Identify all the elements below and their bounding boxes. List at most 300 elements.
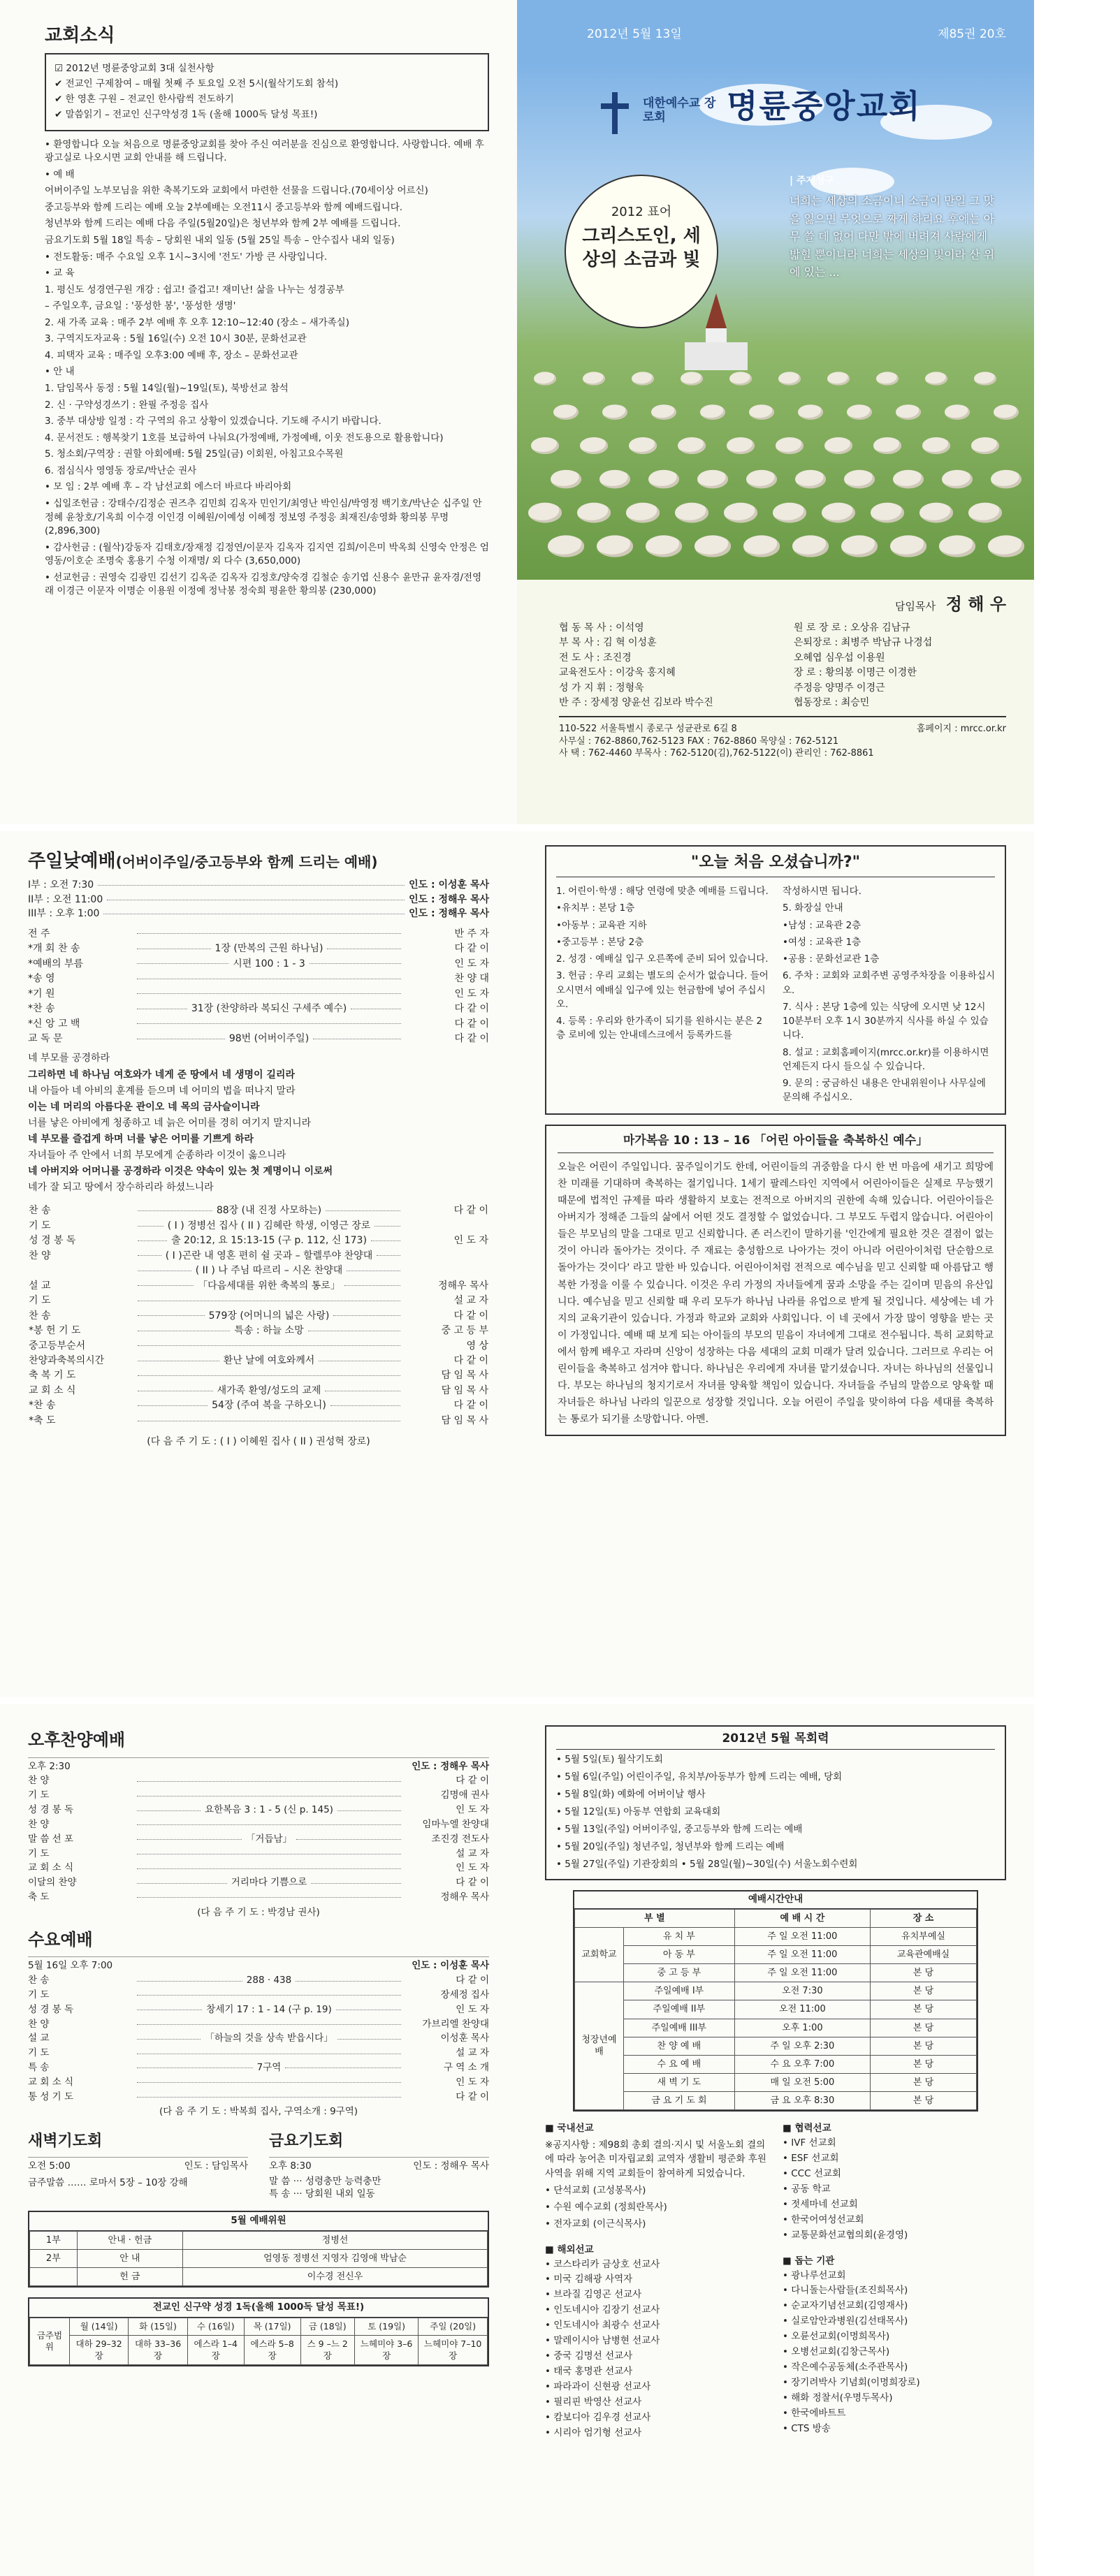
- times-row: [575, 1982, 977, 2000]
- motto-year: 2012 표어: [611, 205, 672, 219]
- practice-item: ✔ 한 영혼 구원 – 전교인 한사람씩 전도하기: [54, 93, 234, 105]
- reading-line: 네 부모를 즐겁게 하며 너를 낳은 어미를 기쁘게 하라: [28, 1133, 254, 1145]
- wed-time: 5월 16일 오후 7:00: [28, 1960, 113, 1972]
- news-item: • 모 임 : 2부 예배 후 – 각 남선교회 에스더 바르다 바리아회: [45, 481, 292, 493]
- mission-org-item: • 오병선교회(김창근목사): [783, 2346, 890, 2358]
- reading-side: 금주범위: [30, 2318, 70, 2365]
- leader-dots: [137, 2097, 401, 2098]
- leader-dots: [137, 963, 228, 964]
- order-item: 이달의 찬양: [28, 1877, 77, 1889]
- times-group: 청장년예배: [575, 1982, 624, 2110]
- wed-title: 수요예배: [28, 1929, 93, 1949]
- order-person: 다 같 이: [456, 2091, 489, 2102]
- order-row: [28, 928, 489, 940]
- sheep-icon: [919, 503, 953, 523]
- times-row: [575, 2074, 977, 2092]
- news-item: 4. 피택자 교육 : 매주일 오후3:00 예배 후, 장소 – 문화선교관: [45, 349, 298, 361]
- afternoon-order: [28, 1775, 489, 1903]
- order-row: [29, 1384, 488, 1397]
- mission-org-item: • 한국에바트트: [783, 2407, 846, 2419]
- leader-dots: [310, 963, 401, 964]
- sheep-icon: [792, 535, 829, 557]
- news-item: 3. 중부 대상방 일정 : 각 구역의 유고 상황이 있겠습니다. 기도해 주시기 바랍니다.: [45, 416, 381, 427]
- order-item: 찬 송: [29, 1205, 51, 1217]
- reading-day: 금 (18일): [300, 2318, 354, 2336]
- news-title: 교회소식: [45, 25, 115, 46]
- pastor-label: 담임목사: [894, 600, 936, 613]
- news-item: • 예 배: [45, 168, 75, 180]
- order-item: 말 씀 선 포: [28, 1833, 74, 1845]
- order-person: 정해우 목사: [437, 1280, 489, 1291]
- news-item: 2. 신 · 구약성경쓰기 : 완필 주정응 집사: [45, 399, 209, 411]
- reading-day: 화 (15일): [129, 2318, 187, 2336]
- leader-dots: [138, 1405, 208, 1406]
- news-item: • 전도활동: 매주 수요일 오후 1시~3시에 '전도' 가방 큰 사랑입니다.: [45, 251, 328, 263]
- leader-dots: [137, 1839, 242, 1840]
- times-header-cell: 장 소: [871, 1909, 977, 1927]
- reading-ranges-row: [30, 2336, 488, 2365]
- news-item: 중고등부와 함께 드리는 예배 오늘 2부예배는 오전11시 중고등부와 함께 예배드립니다.: [45, 201, 403, 213]
- mission-coop-item: • 공동 학교: [783, 2183, 831, 2195]
- times-cell: 오후 1:00: [734, 2019, 870, 2037]
- order-person: 다 같 이: [454, 1018, 489, 1030]
- mission-home-item: • 단석교회 (고성봉목사): [545, 2184, 646, 2196]
- staff-row: [559, 682, 1006, 694]
- order-row: [29, 1310, 488, 1322]
- order-row: [28, 1775, 489, 1787]
- welcome-item: 9. 문의 : 궁금하신 내용은 안내위원이나 사무실에 문의해 주십시오.: [783, 1078, 986, 1104]
- staff-right: 장 로 : 황의봉 이명근 이경한: [794, 667, 917, 679]
- order-person: 설 교 자: [453, 1295, 488, 1307]
- reading-day: 토 (19일): [354, 2318, 419, 2336]
- order-row: [28, 1877, 489, 1889]
- mission-coop-item: • 교통문화선교협의회(윤경영): [783, 2229, 908, 2241]
- sheep-icon: [798, 404, 823, 420]
- mission-abroad-item: • 미국 김해광 사역자: [545, 2274, 633, 2285]
- welcome-item: 6. 주차 : 교회와 교회주변 공영주차장을 이용하십시오.: [783, 970, 995, 996]
- sheep-icon: [700, 404, 725, 420]
- sheep-icon: [602, 404, 627, 420]
- order-row: [29, 1250, 488, 1262]
- order-row: [28, 1819, 489, 1831]
- dawn-leader: 인도 : 담임목사: [184, 2160, 248, 2172]
- service-leader: 인도 : 정해우 목사: [409, 893, 489, 905]
- order-item: 교 독 문: [28, 1033, 63, 1044]
- order-content: 288 · 438: [246, 1975, 292, 1986]
- leader-dots: [344, 1285, 400, 1286]
- sheep-icon: [553, 404, 579, 420]
- staff-right: 오혜엽 심우섭 이용원: [794, 652, 885, 664]
- times-cell: 주일예배 I부: [624, 1982, 735, 2000]
- order-row: [28, 1989, 489, 2002]
- leader-dots: [138, 1375, 400, 1376]
- order-row: [28, 1862, 489, 1875]
- times-row: [575, 2092, 977, 2110]
- news-item: • 환영합니다 오늘 처음으로 명륜중앙교회를 찾아 주신 여러분을 진심으로 환영합니다. 사랑합니다. 예배 후 광고실로 나오시면 교회 안내를 해 드립니다.: [45, 138, 484, 164]
- sheep-icon: [626, 503, 660, 523]
- mission-home-title: ■ 국내선교: [545, 2123, 594, 2135]
- sheep-icon: [795, 470, 826, 488]
- order-row: [28, 2062, 489, 2074]
- cover-panel: [517, 0, 1034, 824]
- reading-range: 느헤미야 3–6장: [354, 2336, 419, 2365]
- service-leader: 인도 : 정해우 목사: [409, 908, 489, 920]
- cover-date: 2012년 5월 13일: [587, 27, 682, 41]
- order-item: *신 앙 고 백: [28, 1018, 80, 1030]
- order-row: [28, 2077, 489, 2089]
- mission-abroad-item: • 인도네시아 김장기 선교사: [545, 2304, 660, 2316]
- leader-dots: [137, 1897, 401, 1898]
- order-person: 다 같 이: [453, 1205, 488, 1217]
- order-content: 579장 (어머니의 넓은 사랑): [208, 1310, 330, 1322]
- leader-dots: [377, 1255, 400, 1256]
- leader-dots: [337, 1810, 401, 1811]
- sunday-subtitle: (어버이주일/중고등부와 함께 드리는 예배): [115, 854, 378, 870]
- order-person: 임마누엘 찬양대: [422, 1818, 489, 1830]
- order-row: [29, 1369, 488, 1382]
- order-person: 인 도 자: [456, 1804, 490, 1816]
- order-content: 88장 (내 진정 사모하는): [216, 1205, 322, 1217]
- sheep-icon: [939, 535, 975, 557]
- mission-abroad-item: • 말레이시아 남병현 선교사: [545, 2335, 660, 2347]
- fri-row-2: 특 송 ··· 당회원 내외 일동: [269, 2188, 375, 2200]
- order-content: 98번 (어버이주일): [228, 1033, 310, 1044]
- order-person: 찬 양 대: [454, 973, 489, 985]
- sheep-icon: [925, 372, 947, 385]
- order-content: 7구역: [256, 2061, 282, 2073]
- mission-coop-title: ■ 협력선교: [783, 2123, 831, 2135]
- order-person: 다 같 이: [456, 1775, 489, 1787]
- news-item: 1. 담임목사 동정 : 5월 14일(월)~19일(토), 북방선교 참석: [45, 383, 289, 394]
- staff-row: [559, 636, 1006, 649]
- reading-range: 에스라 1–4장: [187, 2336, 244, 2365]
- order-person: 다 같 이: [454, 943, 489, 955]
- order-item: 찬 송: [29, 1310, 51, 1322]
- leader-dots: [138, 1345, 400, 1346]
- order-person: 설 교 자: [456, 2047, 489, 2059]
- order-person: 구 역 소 개: [443, 2061, 490, 2073]
- times-cell: 본 당: [871, 2074, 977, 2092]
- phone-1: 사무실 : 762-8860,762-5123 FAX : 762-8860 목양실 : 762-5121: [559, 736, 839, 747]
- mission-abroad-item: • 코스타리카 금상호 선교사: [545, 2258, 660, 2270]
- leader-dots: [137, 1995, 401, 1996]
- welcome-sermon-panel: [517, 831, 1034, 1697]
- times-cell: 오전 7:30: [734, 1982, 870, 2000]
- sheep-icon: [697, 470, 728, 488]
- sheep-icon: [580, 437, 608, 454]
- sunday-service-panel: [0, 831, 517, 1697]
- reading-plan-title: 전교인 신구약 성경 1독(올해 1000독 달성 목표!): [29, 2299, 488, 2318]
- times-cell: 본 당: [871, 2037, 977, 2055]
- order-item: 기 도: [28, 1847, 50, 1859]
- order-of-worship-2: [28, 1201, 489, 1430]
- leader-dots: [137, 993, 401, 994]
- order-row: [28, 2033, 489, 2045]
- staff-right: 은퇴장로 : 최병주 박남규 나경섭: [794, 637, 933, 649]
- welcome-item: 작성하시면 됩니다.: [783, 886, 861, 898]
- leader-dots: [137, 1981, 242, 1982]
- order-row: [28, 1032, 489, 1045]
- staff-left: 교육전도사 : 이강욱 홍지혜: [559, 667, 676, 679]
- order-content: 요한복음 3 : 1 - 5 (신 p. 145): [205, 1804, 333, 1816]
- order-person: 인 도 자: [456, 2076, 489, 2088]
- times-header-cell: 부 별: [575, 1909, 735, 1927]
- staff-right: 원 로 장 로 : 오상유 김남규: [794, 622, 910, 634]
- sheep-icon: [694, 535, 731, 557]
- pastor-name: 정 해 우: [945, 594, 1006, 614]
- order-row: [29, 1414, 488, 1427]
- staff-left: 전 도 사 : 조진경: [559, 652, 632, 664]
- staff-left: 성 가 지 휘 : 정형욱: [559, 682, 644, 694]
- order-row: [29, 1294, 488, 1307]
- cross-logo-icon: [601, 92, 629, 134]
- news-list: [45, 138, 489, 599]
- mission-org-item: • 다니돌는사람들(조진희목사): [783, 2285, 908, 2297]
- sheep-icon: [583, 372, 605, 385]
- times-cell: 본 당: [871, 1964, 977, 1982]
- schedule-item: • 5월 5일(토) 월삭기도회: [556, 1754, 663, 1766]
- fri-time: 오후 8:30: [269, 2160, 312, 2172]
- mission-abroad-title: ■ 해외선교: [545, 2244, 594, 2255]
- leader-dots: [337, 2039, 401, 2040]
- times-cell: 본 당: [871, 1982, 977, 2000]
- sheep-icon: [945, 404, 970, 420]
- welcome-item: •남성 : 교육관 2층: [783, 919, 861, 931]
- sheep-icon: [681, 372, 703, 385]
- usher-table: [28, 2211, 489, 2288]
- leader-dots: [137, 2039, 201, 2040]
- phone-2: 사 택 : 762-4460 부목사 : 762-5120(김),762-5122(이) 관리인 : 762-8861: [559, 747, 874, 759]
- sermon-text: 오늘은 어린이 주일입니다. 꿈주일이기도 한데, 어린이들의 귀중함을 다시 한 번 마음에 새기고 희망에 찬 미래를 기대하며 축복하는 절기입니다. 1세기 팔레스타인 지역에서 어린아이들은 실제로 무능했기 때문에 법적인 규제를 따라 생활하지 보호는 전적으로 아버지의 권한에 속해 있습니다. 어린아이들은 아버지가 정해준 그들의 삶에서 어떤 것도 결정할 수 없었습니다. 그 부모도 두렵지 않습니다. 어린아이들은 부모님의 말을 그대로 믿고 신뢰합니다. 존 러스킨이 말하기를 '인간에게 필요한 것은 결점이 없는 것이 아니라 돌아가는 것이다. 주 재료는 충성함으로 나아가는 것이 아니라 어린아이처럼 단순함으로 돌아가는 것이다' 라고 말한 바 있습니다. 어린아이처럼 전적으로 예수님을 믿고 신뢰할 때 아름답고 행복한 가정을 이룰 수 있습니다. 이것은 우리 가정의 자녀들에게 꿈과 소망을 주는 길이며 믿음의 유산입니다. 예수님을 믿고 신뢰할 때 우리 모두가 하나님 나라를 유업으로 받게 될 것입니다. 세상에는 네 가지의 교육기관이 있습니다. 가정과 학교와 교회와 사회입니다. 이 네 곳에서 가장 많이 영향을 받는 곳이 가정입니다. 예배 때 보게 되는 아이들의 부모의 믿음이 자녀에게 그대로 전수됩니다. 특히 교회학교에서 함께 배우고 자라며 신앙이 성장하는 다음 세대의 교회 미래가 달려 있습니다. 그러므로 우리는 어린이들을 축복하고 섬겨야 합니다. 하나님은 우리에게 자녀를 맡기셨습니다. 자녀는 하나님의 선물입니다. 부모는 하나님의 청지기로서 자녀를 양육할 책임이 있습니다. 자녀들을 주님의 말씀으로 양육할 때 자녀들은 하나님 나라의 일꾼으로 성장할 것입니다. 오늘 어린이 주일을 맞이하여 다음 세대를 축복하는 통로가 되기를 소망합니다. 아멘.: [558, 1161, 994, 1426]
- schedule-panel: [517, 1704, 1034, 2576]
- mission-org-item: • 장기려박사 기념회(이명희장로): [783, 2376, 920, 2388]
- order-content: 출 20:12, 요 15:13-15 (구 p. 112, 신 173): [171, 1235, 367, 1247]
- order-row: [29, 1280, 488, 1292]
- times-cell: 새 벽 기 도: [624, 2074, 735, 2092]
- schedule-item: • 5월 20일(주일) 청년주일, 청년부와 함께 드리는 예배: [556, 1841, 785, 1853]
- order-item: 설 교: [28, 2033, 50, 2044]
- reading-range: 스 9 –느 2장: [300, 2336, 354, 2365]
- order-row: [28, 2019, 489, 2031]
- sunday-footer: (다 음 주 기 도 : ( I ) 이혜원 집사 ( II ) 권성혁 장로): [147, 1436, 370, 1448]
- church-building-icon: [685, 293, 748, 370]
- welcome-title: "오늘 처음 오셨습니까?": [556, 852, 995, 877]
- fri-title: 금요기도회: [269, 2132, 344, 2151]
- service-time-row: [28, 907, 489, 920]
- welcome-box: [545, 845, 1006, 1115]
- times-cell: 주일예배 III부: [624, 2019, 735, 2037]
- sunday-title: 주일낮예배: [28, 851, 116, 872]
- leader-dots: [137, 1868, 401, 1869]
- order-content: 창세기 17 : 1 - 14 (구 p. 19): [206, 2003, 332, 2015]
- times-cell: 금 요 기 도 회: [624, 2092, 735, 2110]
- order-content: 31장 (찬양하라 복되신 구세주 예수): [191, 1003, 347, 1015]
- motto: 그리스도인, 세상의 소금과 빛: [582, 225, 701, 270]
- order-row: [28, 2091, 489, 2104]
- times-cell: 오전 11:00: [734, 2000, 870, 2019]
- reading-line: 네 부모를 공경하라: [28, 1053, 110, 1064]
- news-item: 어버이주일 노부모님을 위한 축복기도와 교회에서 마련한 선물을 드립니다.(70세이상 어르신): [45, 185, 428, 197]
- usher-cell: [30, 2267, 78, 2285]
- order-item: 교 회 소 식: [29, 1384, 76, 1396]
- sheep-icon: [827, 372, 850, 385]
- leader-dots: [137, 1883, 227, 1884]
- mission-abroad-item: • 태국 홍명관 선교사: [545, 2366, 633, 2377]
- order-item: 성 경 봉 독: [29, 1235, 76, 1247]
- times-cell: 교육관예배실: [871, 1946, 977, 1964]
- leader-dots: [137, 933, 401, 934]
- reading-range: 대하 29–32장: [69, 2336, 128, 2365]
- usher-title: 5월 예배위원: [29, 2212, 488, 2231]
- order-row: [28, 1891, 489, 1904]
- staff-left: 협 동 목 사 : 이석영: [559, 622, 644, 634]
- reading-line: 네 아버지와 어머니를 공경하라 이것은 약속이 있는 첫 계명이니 이로써: [28, 1166, 333, 1178]
- order-person: 중 고 등 부: [441, 1325, 488, 1337]
- mission-org-title: ■ 돕는 기관: [783, 2255, 835, 2267]
- leader-dots: [138, 1226, 163, 1227]
- order-item: 교 회 소 식: [28, 1862, 74, 1874]
- order-item: 찬 양: [28, 1775, 50, 1787]
- times-header: [575, 1909, 977, 1927]
- mission-home-item: • 수원 예수교회 (정희란목사): [545, 2202, 667, 2213]
- times-row: [575, 1927, 977, 1945]
- welcome-item: •공용 : 문화선교관 1층: [783, 953, 880, 965]
- leader-dots: [311, 1883, 401, 1884]
- times-cell: 중 고 등 부: [624, 1964, 735, 1982]
- mission-org-item: • 광나루선교회: [783, 2269, 846, 2281]
- leader-dots: [137, 1023, 401, 1024]
- sheep-icon: [988, 535, 1024, 557]
- sheep-icon: [629, 437, 657, 454]
- order-content: ( I )곤란 내 영혼 편히 쉴 곳과 – 할렐루야 찬양대: [165, 1250, 373, 1261]
- reading-range: 에스라 5–8장: [244, 2336, 300, 2365]
- order-item: 특 송: [28, 2061, 50, 2073]
- welcome-item: •유치부 : 본당 1층: [556, 902, 635, 914]
- order-person: 다 같 이: [456, 1975, 490, 1986]
- order-item: 찬 양: [29, 1250, 51, 1261]
- sermon-title: 마가복음 10 : 13 – 16 「어린 아이들을 축복하신 예수」: [558, 1133, 994, 1153]
- order-row: [29, 1340, 488, 1352]
- address: 110-522 서울특별시 종로구 성균관로 6길 8: [559, 724, 737, 735]
- verse: 너희는 세상의 소금이니 소금이 만일 그 맛을 잃으면 무엇으로 짜게 하리요 후에는 아무 쓸 데 없어 다만 밖에 버려져 사람에게 밟힐 뿐이니라 너희는 세상의 빛이라 산 위에 있는 ...: [790, 194, 995, 279]
- mission-abroad-item: • 필리핀 박영산 선교사: [545, 2396, 642, 2408]
- schedule-item: • 5월 12일(토) 아동부 연합회 교육대회: [556, 1806, 721, 1818]
- leader-dots: [326, 1210, 400, 1211]
- times-row: [575, 1964, 977, 1982]
- mission-coop-item: • 한국어여성선교회: [783, 2213, 864, 2225]
- sheep-icon: [871, 503, 904, 523]
- sheep-icon: [974, 372, 996, 385]
- sheep-icon: [648, 470, 679, 488]
- order-row: [29, 1264, 488, 1277]
- order-item: 전 주: [28, 928, 50, 939]
- sheep-icon: [577, 503, 611, 523]
- staff-row: [559, 622, 1006, 634]
- staff-row: [559, 652, 1006, 664]
- order-person: 영 상: [466, 1340, 488, 1352]
- sheep-icon: [776, 437, 803, 454]
- leader-dots: [138, 1315, 205, 1316]
- order-person: 담 임 목 사: [441, 1414, 488, 1426]
- cover-staff: [559, 594, 1006, 759]
- order-row: [28, 1018, 489, 1030]
- order-person: 반 주 자: [454, 928, 489, 939]
- order-item: 찬 양: [28, 2018, 50, 2030]
- order-item: 기 도: [29, 1220, 51, 1231]
- sheep-icon: [528, 503, 562, 523]
- news-item: 3. 구역지도자교육 : 5월 16일(수) 오전 10시 30분, 문화선교관: [45, 333, 307, 345]
- welcome-item: •중고등부 : 본당 2층: [556, 936, 644, 948]
- times-title: 예배시간안내: [574, 1891, 977, 1909]
- order-item: *기 원: [28, 988, 55, 1000]
- sheep-icon: [724, 503, 757, 523]
- sheep-icon: [994, 404, 1019, 420]
- leader-dots: [138, 1285, 194, 1286]
- reading-range: 대하 33–36장: [129, 2336, 187, 2365]
- order-row: [28, 1848, 489, 1861]
- mission-coop-item: • ESF 선교회: [783, 2153, 839, 2165]
- verse-ref: | 주제성구: [790, 175, 835, 186]
- schedule-item: • 5월 8일(화) 예화에 어버이날 행사: [556, 1789, 706, 1801]
- times-cell: 본 당: [871, 2000, 977, 2019]
- leader-dots: [137, 2082, 401, 2083]
- order-person: 다 같 이: [453, 1310, 488, 1322]
- welcome-item: 4. 등록 : 우리와 한가족이 되기를 원하시는 분은 2층 로비에 있는 안내데스크에서 등록카드를: [556, 1016, 763, 1041]
- afternoon-title: 오후찬양예배: [28, 1730, 126, 1750]
- sheep-icon: [749, 404, 774, 420]
- order-item: 통 성 기 도: [28, 2091, 74, 2102]
- sheep-icon: [824, 437, 852, 454]
- welcome-item: 5. 화장실 안내: [783, 902, 843, 914]
- order-item: *개 회 찬 송: [28, 943, 80, 955]
- times-cell: 주 일 오전 11:00: [734, 1927, 870, 1945]
- order-of-worship: [28, 928, 489, 1046]
- service-time: II부 : 오전 11:00: [28, 893, 103, 905]
- leader-dots: [333, 1315, 400, 1316]
- order-item: 찬양과축복의시간: [29, 1355, 105, 1366]
- sheep-icon: [646, 535, 682, 557]
- times-cell: 유 치 부: [624, 1927, 735, 1945]
- sheep-icon: [551, 470, 581, 488]
- order-person: 가브리엘 찬양대: [422, 2018, 489, 2030]
- wed-leader: 인도 : 이성훈 목사: [412, 1960, 489, 1972]
- order-person: 다 같 이: [456, 1877, 489, 1889]
- news-item: 4. 문서전도 : 행복찾기 1호를 보급하여 나눠요(가정예배, 가정예배, 이웃 전도용으로 활용합니다): [45, 432, 444, 444]
- usher-cell: 이수경 전신우: [183, 2267, 488, 2285]
- order-person: 김명애 권사: [440, 1790, 489, 1801]
- mission-coop-item: • IVF 선교회: [783, 2137, 836, 2149]
- staff-right: 협동장로 : 최승민: [794, 697, 870, 709]
- sheep-icon: [743, 535, 780, 557]
- reading-line: 이는 네 머리의 아름다운 관이오 네 목의 금사슬이니라: [28, 1101, 260, 1113]
- order-content: 특송 : 하늘 소망: [234, 1325, 304, 1337]
- news-panel: [0, 0, 517, 824]
- sheep-icon: [778, 372, 801, 385]
- times-cell: 본 당: [871, 2092, 977, 2110]
- schedule-box: [545, 1725, 1006, 1880]
- order-person: 장세정 집사: [440, 1989, 489, 2000]
- wed-order: [28, 1975, 489, 2103]
- usher-cell: 1부: [30, 2231, 78, 2249]
- order-content: 「다음세대를 위한 축복의 통로」: [198, 1280, 340, 1291]
- reading-line: 내 아들아 네 아비의 훈계를 듣으며 네 어미의 법을 떠나지 말라: [28, 1085, 296, 1097]
- times-cell: 유치부예실: [871, 1927, 977, 1945]
- news-item: • 안 내: [45, 366, 75, 378]
- order-content: 환난 날에 여호와께서: [223, 1355, 315, 1366]
- order-row: [29, 1399, 488, 1412]
- sheep-icon: [942, 470, 973, 488]
- sheep-icon: [599, 470, 630, 488]
